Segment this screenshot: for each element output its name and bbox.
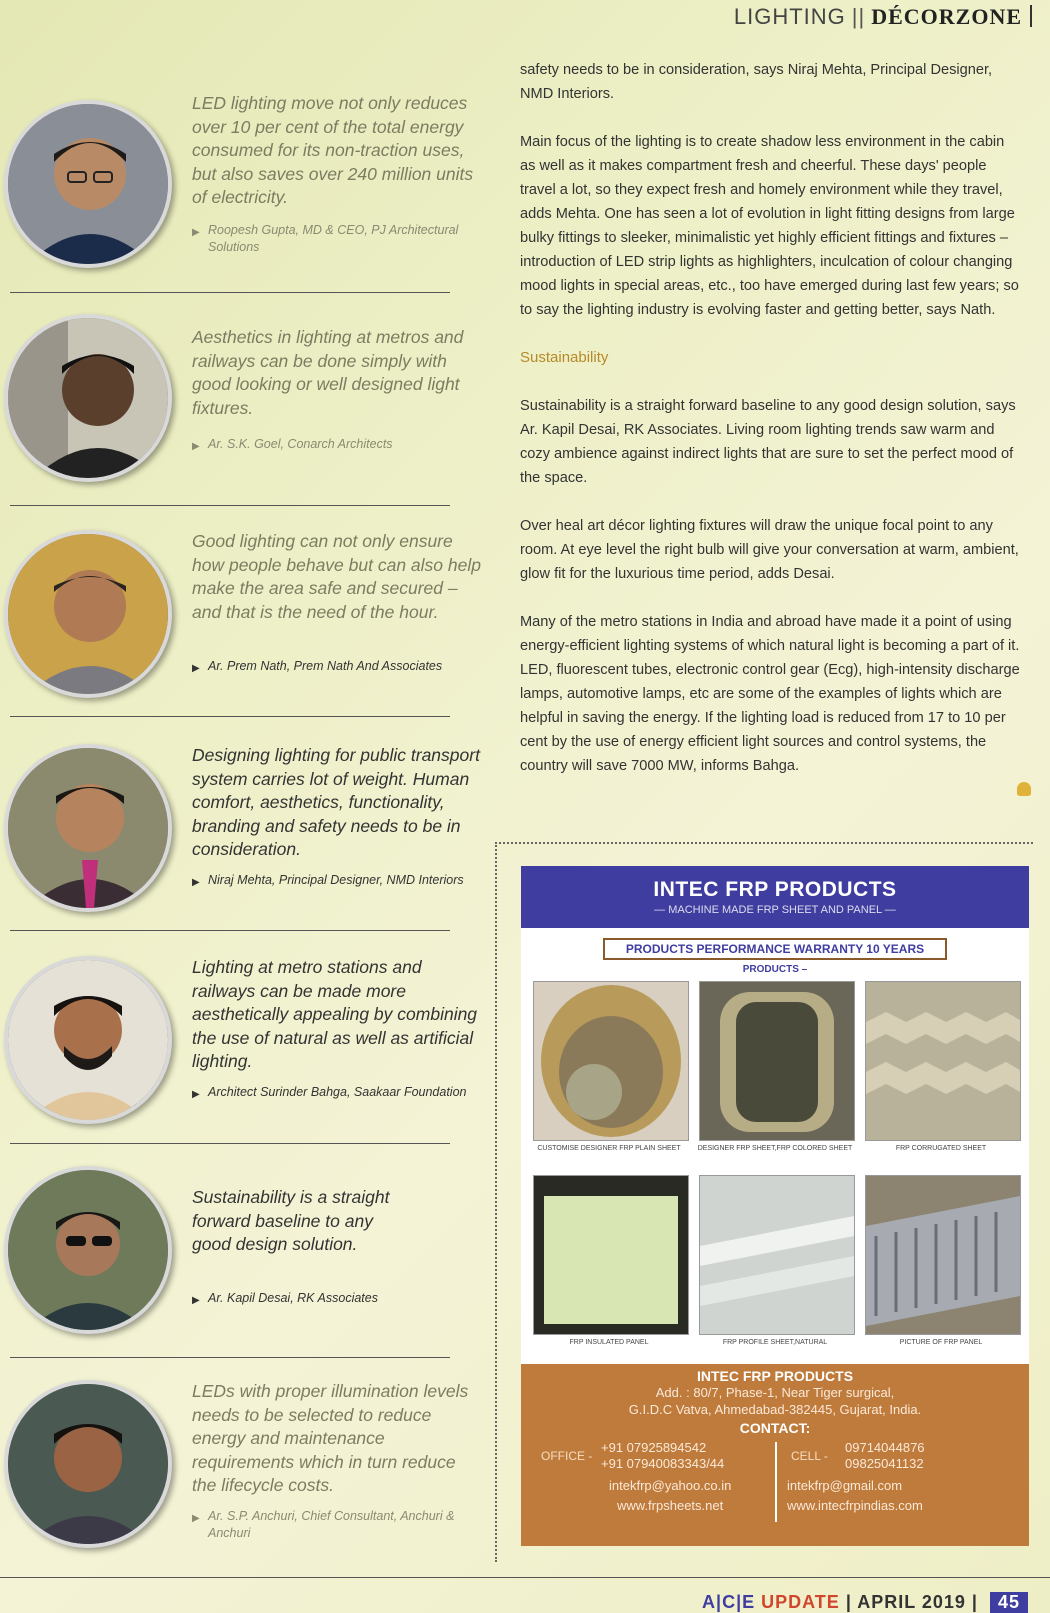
quote-block-1 — [0, 92, 480, 292]
product-image — [533, 981, 689, 1141]
magazine-logo: A|C|E — [702, 1592, 756, 1612]
product-image — [865, 1175, 1021, 1335]
ad-footer-title: INTEC FRP PRODUCTS — [696, 1368, 854, 1384]
ad-subtitle: — MACHINE MADE FRP SHEET AND PANEL — — [654, 904, 896, 916]
ad-title: INTEC FRP PRODUCTS — [653, 878, 897, 901]
office-phone[interactable]: +91 07925894542 — [601, 1440, 707, 1455]
triangle-bullet-icon: ▶ — [192, 1295, 200, 1306]
quote-divider — [10, 1143, 450, 1144]
quote-text: LED lighting move not only reduces over 10 per cent of the total energy consumed for its non-traction uses, but also saves over 240 million units of electricity. — [192, 93, 474, 207]
cell-label: CELL - — [791, 1449, 828, 1463]
attribution-text: Architect Surinder Bahga, Saakaar Foundation — [208, 1085, 467, 1099]
ad-header — [521, 866, 1029, 928]
office-label: OFFICE - — [541, 1449, 593, 1463]
product-image — [699, 1175, 855, 1335]
cell-contact — [787, 1440, 925, 1514]
email-link[interactable]: intekfrp@gmail.com — [787, 1478, 903, 1493]
portrait-photo — [4, 530, 172, 698]
quote-text: LEDs with proper illumination levels needs to be selected to reduce energy and maintenance requirements which in turn reduce the lifecycle costs. — [192, 1381, 469, 1495]
cell-phone[interactable]: 09714044876 — [845, 1440, 925, 1455]
page-header — [734, 4, 1032, 30]
warranty-banner: PRODUCTS PERFORMANCE WARRANTY 10 YEARS — [603, 938, 947, 960]
triangle-bullet-icon: ▶ — [192, 227, 200, 238]
quote-attribution — [192, 436, 498, 453]
attribution-text: Ar. Prem Nath, Prem Nath And Associates — [208, 659, 443, 673]
quote-text: Lighting at metro stations and railways can be made more aesthetically appealing by combining the use of natural as well as artificial lighting. — [192, 957, 478, 1071]
office-phone[interactable]: +91 07940083343/44 — [601, 1456, 725, 1471]
product-caption: CUSTOMISE DESIGNER FRP PLAIN SHEET — [537, 1145, 681, 1152]
quote-attribution — [192, 872, 498, 889]
quote-block-3 — [0, 530, 480, 710]
article-body — [520, 58, 1020, 802]
product-caption: FRP PROFILE SHEET,NATURAL — [722, 1339, 828, 1346]
portrait-photo — [4, 100, 172, 268]
header-separator: || — [851, 4, 866, 29]
attribution-text: Ar. S.K. Goel, Conarch Architects — [208, 437, 393, 451]
product-caption: FRP CORRUGATED SHEET — [895, 1145, 987, 1152]
quote-text: Sustainability is a straight forward baseline to any good design solution. — [192, 1187, 390, 1254]
website-link[interactable]: www.frpsheets.net — [617, 1498, 724, 1513]
website-link[interactable]: www.intecfrpindias.com — [787, 1498, 923, 1513]
triangle-bullet-icon: ▶ — [192, 1089, 200, 1100]
quote-divider — [10, 505, 450, 506]
quote-text: Good lighting can not only ensure how people behave but can also help make the area safe and secured – and that is the need of the hour. — [192, 531, 481, 622]
quote-divider — [10, 1357, 450, 1358]
triangle-bullet-icon: ▶ — [192, 1513, 200, 1524]
quote-text: Designing lighting for public transport system carries lot of weight. Human comfort, aesthetics, functionality, branding and safety needs to be in consideration. — [192, 745, 480, 859]
portrait-photo — [4, 1380, 172, 1548]
quote-attribution — [192, 658, 498, 675]
quote-text: Aesthetics in lighting at metros and railways can be done simply with good looking or well designed light fixtures. — [192, 327, 464, 418]
office-contact — [541, 1440, 731, 1514]
page-number: 45 — [990, 1592, 1028, 1613]
quote-divider — [10, 292, 450, 293]
address-line: Add. : 80/7, Phase-1, Near Tiger surgical, — [655, 1385, 895, 1400]
quote-divider — [10, 716, 450, 717]
contact-columns — [521, 1436, 1029, 1526]
portrait-photo — [4, 956, 172, 1124]
product-caption: PICTURE OF FRP PANEL — [899, 1339, 983, 1346]
attribution-text: Roopesh Gupta, MD & CEO, PJ Architectural Solutions — [208, 223, 459, 254]
triangle-bullet-icon: ▶ — [192, 877, 200, 888]
attribution-text: Niraj Mehta, Principal Designer, NMD Interiors — [208, 873, 464, 887]
address-line: G.I.D.C Vatva, Ahmedabad-382445, Gujarat, India. — [628, 1402, 922, 1417]
quote-block-4 — [0, 744, 480, 924]
product-image — [865, 981, 1021, 1141]
magazine-section-brand: DÉCORZONE — [871, 4, 1022, 29]
quote-block-5 — [0, 956, 480, 1136]
cell-phone[interactable]: 09825041132 — [845, 1456, 924, 1471]
header-bar — [1030, 5, 1032, 27]
quote-block-7 — [0, 1380, 480, 1560]
article-subheading: Sustainability — [520, 349, 609, 366]
quote-attribution — [192, 1084, 498, 1101]
article-end-mark-icon — [1017, 782, 1031, 796]
quote-block-6 — [0, 1186, 480, 1346]
page-footer — [702, 1592, 1028, 1613]
section-title: LIGHTING — [733, 4, 846, 29]
quote-divider — [10, 930, 450, 931]
attribution-text: Ar. Kapil Desai, RK Associates — [208, 1291, 378, 1305]
product-image — [533, 1175, 689, 1335]
issue-date: | APRIL 2019 | — [845, 1592, 978, 1612]
portrait-photo — [4, 314, 172, 482]
products-label: PRODUCTS – — [742, 964, 808, 975]
portrait-photo — [4, 1166, 172, 1334]
triangle-bullet-icon: ▶ — [192, 441, 200, 452]
intec-advertisement[interactable] — [521, 866, 1029, 1546]
product-grid — [521, 975, 1029, 1375]
ad-footer — [521, 1364, 1029, 1546]
quote-attribution — [192, 1508, 498, 1542]
product-image — [699, 981, 855, 1141]
contact-label: CONTACT: — [739, 1420, 811, 1436]
product-caption: DESIGNER FRP SHEET,FRP COLORED SHEET — [697, 1145, 853, 1152]
article-paragraph: Sustainability is a straight forward baseline to any good design solution, says Ar. Kapil Desai, RK Associates. Living room lighting trends saw warm and cozy ambience against indirect lights that are sure to set the perfect mood of the space. — [520, 398, 1016, 486]
contact-divider — [775, 1442, 777, 1522]
article-paragraph: Main focus of the lighting is to create shadow less environment in the cabin as well as it makes compartment fresh and cheerful. These days' people travel a lot, so they expect fresh and homely environment while they travel, adds Mehta. One has seen a lot of evolution in light fitting designs from large bulky fittings to sleeker, minimalistic yet highly efficient fittings and fixtures – introduction of LED strip lights as highlighters, inculcation of colour changing mood lights in special areas, etc., too have emerged during last few years; so to say the lighting industry is evolving faster and getting better, says Nath. — [520, 134, 1019, 318]
article-paragraph: Many of the metro stations in India and abroad have made it a point of using energy-efficient lighting systems of which natural light is becoming a part of it. LED, fluorescent tubes, electronic control gear (Ecg), high-intensity discharge lamps, automotive lamps, etc are some of the examples of lights which are helpful in saving the energy. If the lighting load is reduced from 17 to 10 per cent by the use of energy efficient light sources and control systems, the country will save 7000 MW, informs Bahga. — [520, 614, 1020, 774]
triangle-bullet-icon: ▶ — [192, 663, 200, 674]
quote-attribution — [192, 222, 498, 256]
magazine-name: UPDATE — [761, 1592, 840, 1612]
quote-attribution — [192, 1290, 498, 1307]
article-paragraph: safety needs to be in consideration, says Niraj Mehta, Principal Designer, NMD Interiors. — [520, 62, 993, 102]
product-caption: FRP INSULATED PANEL — [569, 1339, 649, 1346]
email-link[interactable]: intekfrp@yahoo.co.in — [609, 1478, 732, 1493]
article-paragraph: Over heal art décor lighting fixtures will draw the unique focal point to any room. At eye level the right bulb will give your conversation at warm, ambient, glow fit for the luxurious time period, adds Desai. — [520, 518, 1019, 582]
footer-rule — [0, 1577, 1050, 1578]
quote-block-2 — [0, 326, 480, 506]
portrait-photo — [4, 744, 172, 912]
attribution-text: Ar. S.P. Anchuri, Chief Consultant, Anchuri & Anchuri — [208, 1509, 455, 1540]
